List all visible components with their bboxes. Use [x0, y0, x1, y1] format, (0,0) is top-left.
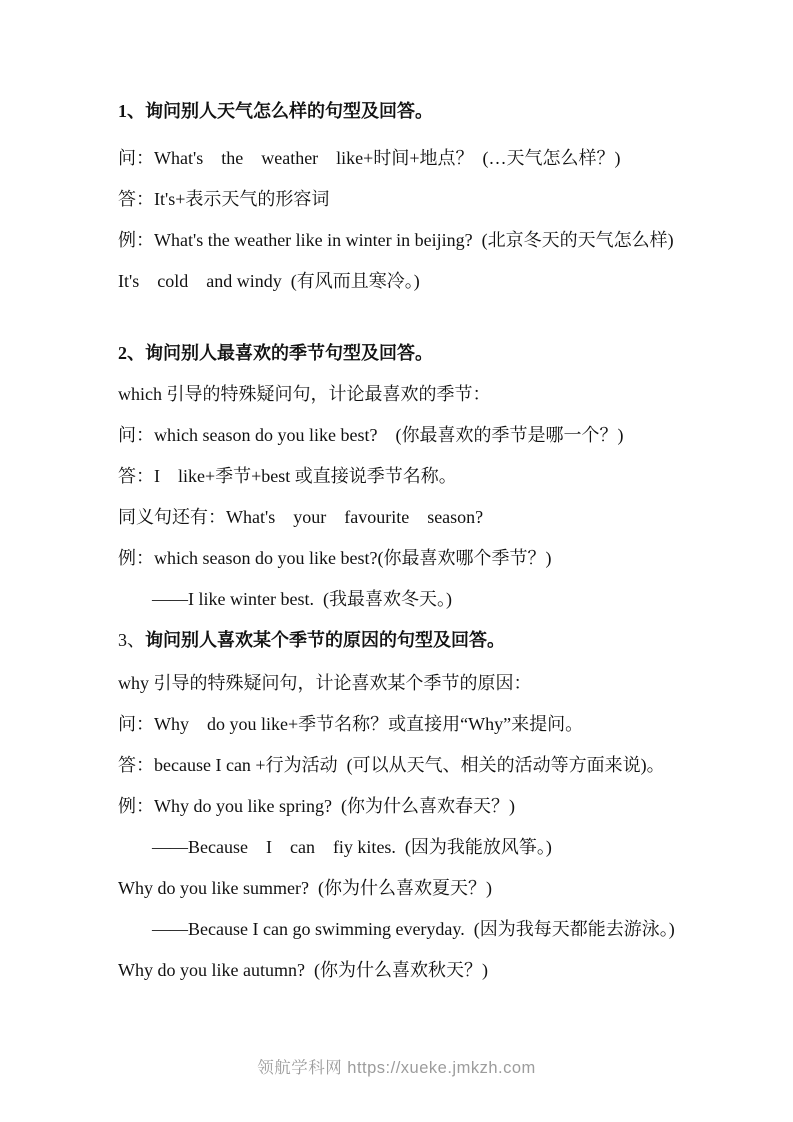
- text-run: 答：It's+表示天气的形容词: [118, 189, 330, 209]
- paragraph: [118, 220, 738, 261]
- text-run: 例：What's the weather like in winter in beijing? (北京冬天的天气怎么样): [118, 230, 674, 250]
- text-run: 询问别人喜欢某个季节的原因的句型及回答。: [145, 630, 505, 650]
- text-run: 同义句还有：What's your favourite season?: [118, 507, 484, 527]
- paragraph: [118, 786, 738, 827]
- text-run: Why do you like autumn? (你为什么喜欢秋天？): [118, 960, 488, 980]
- watermark-text: 领航学科网 https://xueke.jmkzh.com: [257, 1059, 536, 1077]
- text-run: 2、询问别人最喜欢的季节句型及回答。: [118, 343, 433, 363]
- paragraph: [118, 497, 738, 538]
- section-heading: [118, 91, 738, 132]
- text-run: ——Because I can fiy kites. (因为我能放风筝。): [152, 837, 552, 857]
- paragraph: [118, 909, 738, 950]
- text-run: 例：which season do you like best?(你最喜欢哪个季节？): [118, 548, 552, 568]
- paragraph: [118, 179, 738, 220]
- paragraph: [118, 827, 738, 868]
- paragraph: [118, 456, 738, 497]
- text-run: 例：Why do you like spring? (你为什么喜欢春天？): [118, 796, 515, 816]
- paragraph: [118, 374, 738, 415]
- paragraph: [118, 950, 738, 991]
- paragraph: [118, 745, 738, 786]
- text-run: ——I like winter best. (我最喜欢冬天。): [152, 589, 452, 609]
- paragraph: [118, 538, 738, 579]
- section-heading: [118, 333, 738, 374]
- paragraph: [118, 261, 738, 302]
- paragraph: [118, 663, 738, 704]
- text-run: It's cold and windy (有风而且寒冷。): [118, 271, 420, 291]
- text-run: Why do you like summer? (你为什么喜欢夏天？): [118, 878, 492, 898]
- text-run: ——Because I can go swimming everyday. (因为我每天都能去游泳。): [152, 919, 675, 939]
- site-watermark: [0, 1053, 793, 1083]
- text-run: 答：I like+季节+best 或直接说季节名称。: [118, 466, 457, 486]
- paragraph: [118, 138, 738, 179]
- paragraph: [118, 868, 738, 909]
- text-run: 1、询问别人天气怎么样的句型及回答。: [118, 101, 433, 121]
- text-run: 问：What's the weather like+时间+地点？ (…天气怎么样？): [118, 148, 621, 168]
- text-run: 问：which season do you like best? (你最喜欢的季节是哪一个？): [118, 425, 624, 445]
- paragraph: [118, 704, 738, 745]
- paragraph: [118, 579, 738, 620]
- section-heading: [118, 620, 738, 661]
- text-run: 问：Why do you like+季节名称？或直接用“Why”来提问。: [118, 714, 584, 734]
- text-run: 答：because I can +行为活动 (可以从天气、相关的活动等方面来说)。: [118, 755, 665, 775]
- paragraph: [118, 415, 738, 456]
- text-run: which 引导的特殊疑问句，计论最喜欢的季节：: [118, 384, 491, 404]
- text-run: 3、: [118, 630, 145, 650]
- text-run: why 引导的特殊疑问句，计论喜欢某个季节的原因：: [118, 673, 532, 693]
